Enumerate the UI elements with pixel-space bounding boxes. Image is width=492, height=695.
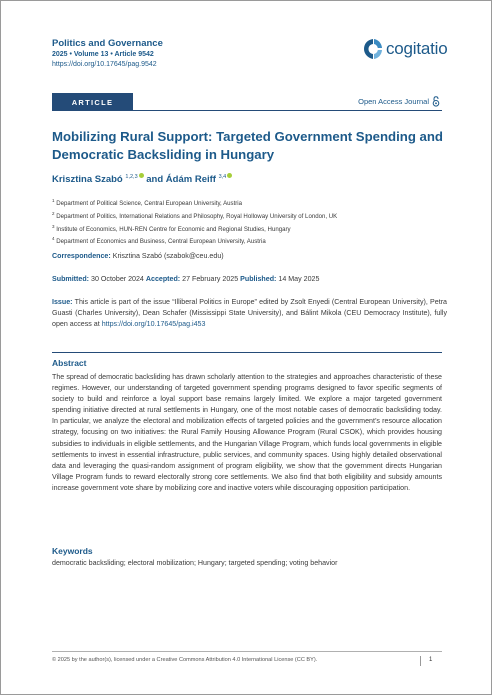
- correspondence-line: [52, 251, 447, 262]
- affiliation-list: [52, 196, 337, 247]
- published-date: 14 May 2025: [278, 275, 320, 283]
- publication-dates: Submitted: 30 October 2024 Accepted: 27 February 2025 Published: 14 May 2025: [52, 275, 320, 283]
- correspondence-label: Correspondence:: [52, 252, 111, 260]
- cogitatio-logo-icon: [363, 38, 383, 60]
- author-name[interactable]: Krisztina Szabó: [52, 174, 123, 186]
- affiliation-item: $^1$ Department of Political Science, Central European University, Austria: [52, 198, 243, 208]
- journal-volume-info: 2025 • Volume 13 • Article 9542: [52, 51, 154, 58]
- accepted-date: 27 February 2025: [182, 275, 239, 283]
- publisher-name: cogitatio: [386, 39, 448, 58]
- journal-name[interactable]: Politics and Governance: [52, 38, 163, 49]
- issue-note: [52, 297, 447, 330]
- author-name[interactable]: Ádám Reiff: [165, 174, 216, 186]
- author-join: and: [146, 174, 164, 186]
- affiliation-item: $^4$ Department of Economics and Business, Central European University, Austria: [52, 236, 266, 246]
- journal-header: [52, 38, 163, 69]
- page-number: 1: [429, 657, 433, 663]
- keywords-heading: Keywords: [52, 546, 93, 556]
- affiliation-item: $^3$ Institute of Economics, HUN-REN Centre for Economic and Regional Studies, Hungary: [52, 223, 291, 233]
- author-list: [52, 173, 232, 185]
- orcid-icon[interactable]: [139, 173, 144, 178]
- submitted-date: 30 October 2024: [91, 275, 144, 283]
- article-doi-link[interactable]: https://doi.org/10.17645/pag.9542: [52, 60, 157, 68]
- open-access-lock-icon: [432, 96, 440, 107]
- issue-label: Issue:: [52, 298, 73, 306]
- author-affiliation-ref: 3,4: [218, 174, 227, 180]
- open-access-label: [358, 96, 440, 107]
- section-divider: [52, 352, 442, 353]
- author-affiliation-ref: 1,2,3: [125, 174, 138, 180]
- license-footer[interactable]: © 2025 by the author(s), licensed under a Creative Commons Attribution 4.0 International License (CC BY).: [52, 657, 318, 663]
- issue-text: This article is part of the issue “Illiberal Politics in Europe” edited by Zsolt Enyedi (Central European University), Petra Guasti (Charles University), Dean Schafer (Mississippi State University), and Bálint Mikola (CEU Democracy Institute), fully open access at: [52, 298, 448, 328]
- footer-divider: [52, 651, 442, 652]
- orcid-icon[interactable]: [227, 173, 232, 178]
- issue-link[interactable]: https://doi.org/10.17645/pag.i453: [101, 320, 206, 328]
- abstract-heading: Abstract: [52, 358, 87, 368]
- keywords-text: democratic backsliding; electoral mobilization; Hungary; targeted spending; voting behavior: [52, 559, 338, 567]
- abstract-text: The spread of democratic backsliding has drawn scholarly attention to the strategies and approaches characteristic of these regimes. However, our understanding of targeted government spending programs designed to favor specific segments of society to build and reinforce a loyal support base remains largely limited. We explore a major targeted government spending initiative directed at rural settlements in Hungary, one of the most notable cases of democratic backsliding today. In particular, we analyze the electoral and mobilization effects of targeted policies and the government’s resource allocation strategy, focusing on two initiatives: the Rural Family Housing Allowance Program (Rural CSOK), which provides housing subsidies to individuals in eligible settlements, and the Hungarian Village Program, which funds local governments in eligible settlements to invest in essential infrastructure, public services, and community spaces. Using highly detailed observational data and leveraging the quasi-random assignment of program eligibility, we show that the government directs Hungarian Village Program funds to reward electorally strong core settlements. We also find that both eligibility and subsidy amounts increase government vote share by mobilizing core and inactive voters while discouraging opposition participation.: [52, 373, 442, 492]
- publisher-logo[interactable]: [363, 38, 448, 60]
- article-title: Mobilizing Rural Support: Targeted Government Spending and Democratic Backsliding in Hungary: [52, 129, 443, 162]
- affiliation-item: $^2$ Department of Politics, International Relations and Philosophy, Royal Holloway University of London, UK: [52, 210, 338, 220]
- article-type-badge: ARTICLE: [52, 93, 133, 111]
- page-number-separator: [420, 656, 421, 666]
- header-divider: [133, 110, 442, 111]
- open-access-text: Open Access Journal: [358, 97, 429, 106]
- correspondence-contact[interactable]: Krisztina Szabó (szabok@ceu.edu): [112, 252, 224, 260]
